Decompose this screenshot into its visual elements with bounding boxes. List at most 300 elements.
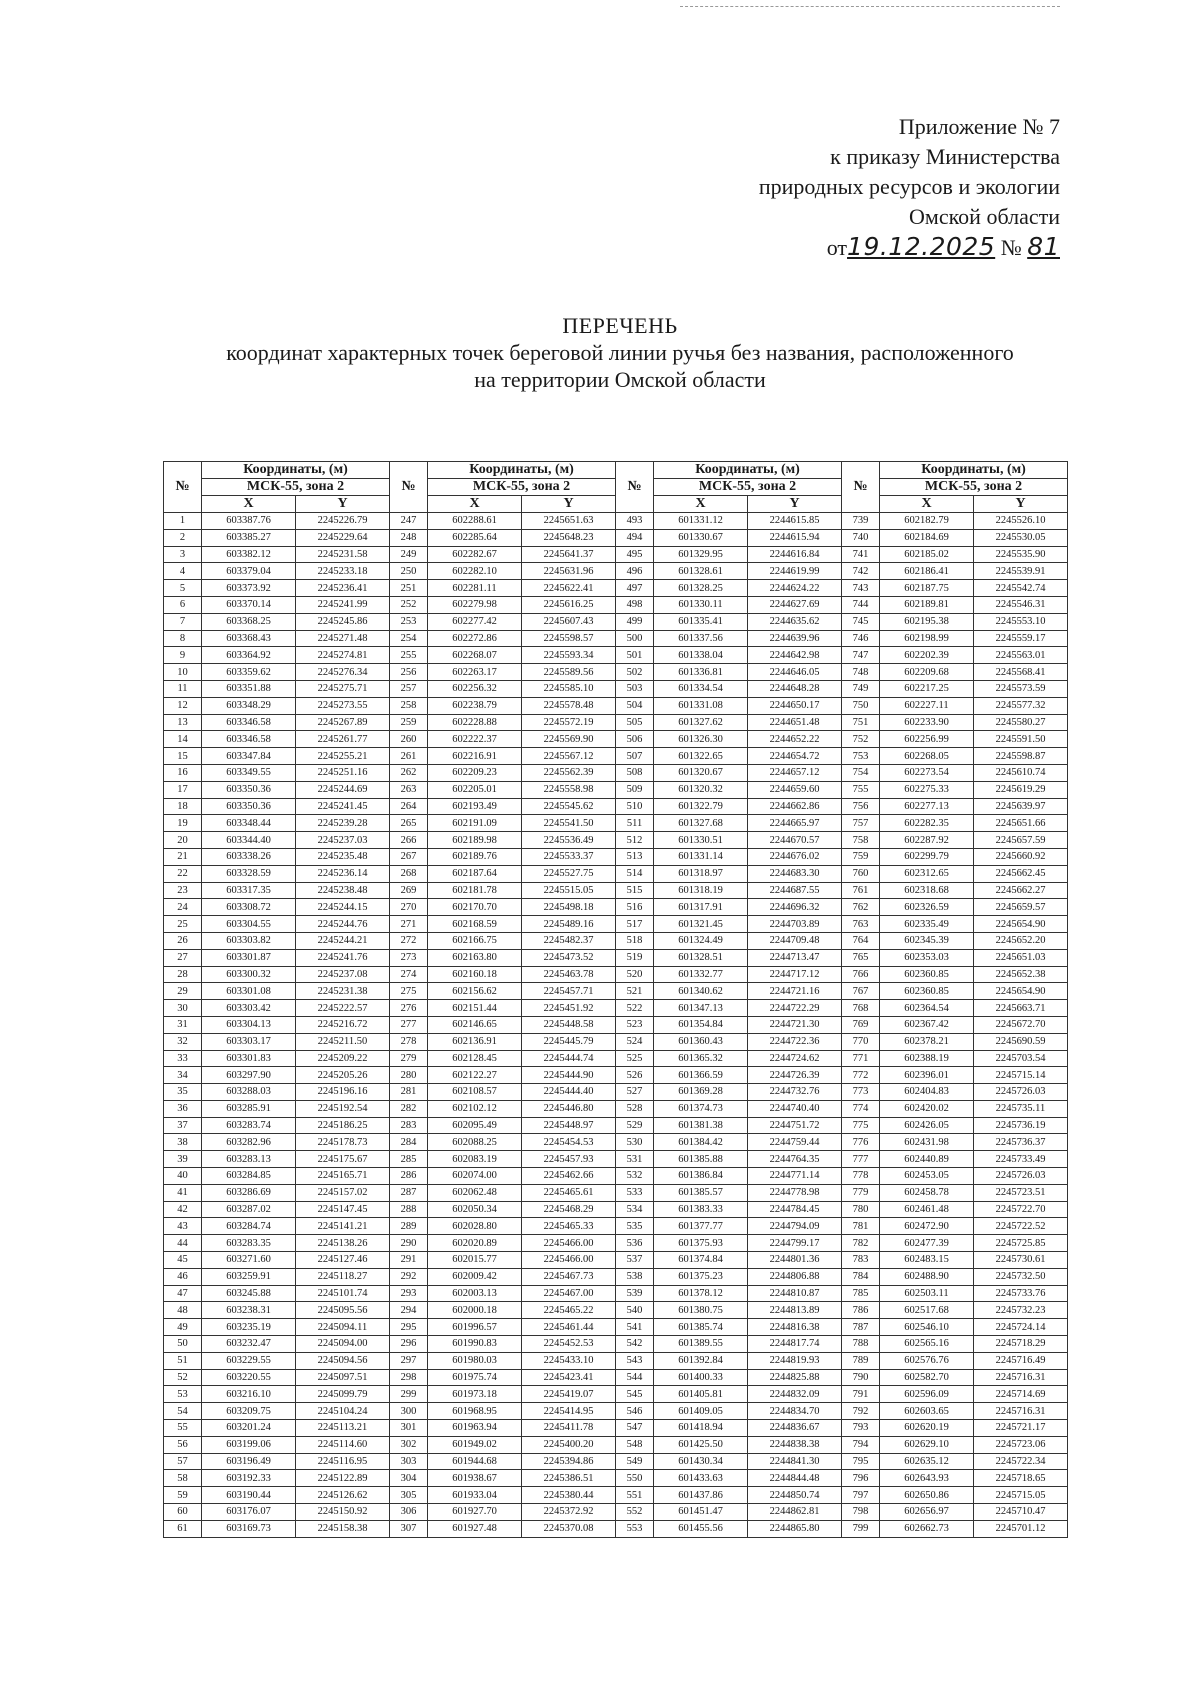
y-value: 2245444.90 <box>522 1067 616 1084</box>
x-value: 603300.32 <box>202 966 296 983</box>
point-number: 779 <box>842 1184 880 1201</box>
y-value: 2245274.81 <box>296 647 390 664</box>
y-value: 2245448.97 <box>522 1117 616 1134</box>
y-value: 2244627.69 <box>748 596 842 613</box>
point-number: 527 <box>616 1084 654 1101</box>
y-value: 2245724.14 <box>974 1319 1068 1336</box>
point-number: 511 <box>616 815 654 832</box>
table-row <box>164 932 1068 949</box>
x-value: 602003.13 <box>428 1285 522 1302</box>
y-value: 2245380.44 <box>522 1487 616 1504</box>
x-value: 603190.44 <box>202 1487 296 1504</box>
point-number: 538 <box>616 1268 654 1285</box>
y-value: 2244642.98 <box>748 647 842 664</box>
x-value: 603176.07 <box>202 1504 296 1521</box>
x-value: 602288.61 <box>428 513 522 530</box>
y-value: 2244817.74 <box>748 1336 842 1353</box>
point-number: 514 <box>616 865 654 882</box>
appendix-line-2: к приказу Министерства <box>830 144 1060 169</box>
x-value: 603283.74 <box>202 1117 296 1134</box>
table-row <box>164 1084 1068 1101</box>
x-value: 602189.98 <box>428 832 522 849</box>
x-value: 603209.75 <box>202 1403 296 1420</box>
point-number: 30 <box>164 1000 202 1017</box>
point-number: 268 <box>390 865 428 882</box>
x-value: 603169.73 <box>202 1520 296 1537</box>
y-value: 2245465.33 <box>522 1218 616 1235</box>
y-value: 2245231.58 <box>296 546 390 563</box>
point-number: 275 <box>390 983 428 1000</box>
x-value: 602503.11 <box>880 1285 974 1302</box>
y-value: 2244709.48 <box>748 932 842 949</box>
y-value: 2245467.73 <box>522 1268 616 1285</box>
y-value: 2245236.14 <box>296 865 390 882</box>
x-value: 603351.88 <box>202 680 296 697</box>
y-value: 2245138.26 <box>296 1235 390 1252</box>
point-number: 13 <box>164 714 202 731</box>
point-number: 37 <box>164 1117 202 1134</box>
scan-edge-line <box>680 6 1060 7</box>
y-value: 2245473.52 <box>522 949 616 966</box>
y-value: 2245158.38 <box>296 1520 390 1537</box>
x-value: 603304.55 <box>202 916 296 933</box>
y-value: 2245662.27 <box>974 882 1068 899</box>
x-value: 602151.44 <box>428 1000 522 1017</box>
y-value: 2245535.90 <box>974 546 1068 563</box>
point-number: 531 <box>616 1151 654 1168</box>
point-number: 265 <box>390 815 428 832</box>
y-value: 2244726.39 <box>748 1067 842 1084</box>
point-number: 292 <box>390 1268 428 1285</box>
point-number: 254 <box>390 630 428 647</box>
x-value: 602062.48 <box>428 1184 522 1201</box>
x-value: 602050.34 <box>428 1201 522 1218</box>
table-row <box>164 596 1068 613</box>
y-value: 2245607.43 <box>522 613 616 630</box>
y-value: 2245715.14 <box>974 1067 1068 1084</box>
x-value: 602136.91 <box>428 1033 522 1050</box>
x-value: 601347.13 <box>654 1000 748 1017</box>
point-number: 27 <box>164 949 202 966</box>
x-value: 602015.77 <box>428 1252 522 1269</box>
x-value: 603235.19 <box>202 1319 296 1336</box>
x-value: 601385.57 <box>654 1184 748 1201</box>
point-number: 289 <box>390 1218 428 1235</box>
x-value: 602275.33 <box>880 781 974 798</box>
number-label: № <box>1000 235 1022 260</box>
x-value: 602576.76 <box>880 1352 974 1369</box>
point-number: 35 <box>164 1084 202 1101</box>
x-value: 603238.31 <box>202 1302 296 1319</box>
point-number: 799 <box>842 1520 880 1537</box>
x-value: 601321.45 <box>654 916 748 933</box>
table-row <box>164 949 1068 966</box>
point-number: 553 <box>616 1520 654 1537</box>
point-number: 541 <box>616 1319 654 1336</box>
point-number: 787 <box>842 1319 880 1336</box>
point-number: 267 <box>390 848 428 865</box>
x-value: 602312.65 <box>880 865 974 882</box>
table-row <box>164 781 1068 798</box>
y-value: 2245526.10 <box>974 513 1068 530</box>
y-value: 2245237.03 <box>296 832 390 849</box>
point-number: 501 <box>616 647 654 664</box>
y-value: 2245572.19 <box>522 714 616 731</box>
y-value: 2245732.50 <box>974 1268 1068 1285</box>
x-value: 602488.90 <box>880 1268 974 1285</box>
y-value: 2245718.29 <box>974 1336 1068 1353</box>
table-row <box>164 1151 1068 1168</box>
point-number: 38 <box>164 1134 202 1151</box>
y-value: 2245660.92 <box>974 848 1068 865</box>
x-value: 601365.32 <box>654 1050 748 1067</box>
point-number: 282 <box>390 1100 428 1117</box>
x-value: 602088.25 <box>428 1134 522 1151</box>
y-value: 2245619.29 <box>974 781 1068 798</box>
system-header: МСК-55, зона 2 <box>880 479 1068 496</box>
point-number: 528 <box>616 1100 654 1117</box>
x-header: X <box>880 496 974 513</box>
point-number: 783 <box>842 1252 880 1269</box>
point-number: 300 <box>390 1403 428 1420</box>
point-number: 12 <box>164 697 202 714</box>
x-value: 603301.83 <box>202 1050 296 1067</box>
table-row <box>164 899 1068 916</box>
point-number: 303 <box>390 1453 428 1470</box>
x-value: 603348.29 <box>202 697 296 714</box>
point-number: 768 <box>842 1000 880 1017</box>
x-value: 602582.70 <box>880 1369 974 1386</box>
point-number: 533 <box>616 1184 654 1201</box>
y-value: 2245631.96 <box>522 563 616 580</box>
coord-header: Координаты, (м) <box>654 462 842 479</box>
y-value: 2245244.76 <box>296 916 390 933</box>
y-value: 2245251.16 <box>296 764 390 781</box>
point-number: 297 <box>390 1352 428 1369</box>
x-value: 602483.15 <box>880 1252 974 1269</box>
x-value: 601328.25 <box>654 580 748 597</box>
y-value: 2244799.17 <box>748 1235 842 1252</box>
y-value: 2245726.03 <box>974 1084 1068 1101</box>
point-number: 269 <box>390 882 428 899</box>
point-number: 791 <box>842 1386 880 1403</box>
x-value: 603232.47 <box>202 1336 296 1353</box>
y-value: 2245271.48 <box>296 630 390 647</box>
point-number: 770 <box>842 1033 880 1050</box>
x-value: 603303.82 <box>202 932 296 949</box>
table-row <box>164 680 1068 697</box>
point-number: 264 <box>390 798 428 815</box>
point-number: 54 <box>164 1403 202 1420</box>
x-value: 601360.43 <box>654 1033 748 1050</box>
x-value: 602181.78 <box>428 882 522 899</box>
point-number: 525 <box>616 1050 654 1067</box>
y-value: 2245722.52 <box>974 1218 1068 1235</box>
point-number: 753 <box>842 748 880 765</box>
x-value: 602217.25 <box>880 680 974 697</box>
x-value: 601322.65 <box>654 748 748 765</box>
x-value: 602318.68 <box>880 882 974 899</box>
y-value: 2244778.98 <box>748 1184 842 1201</box>
point-number: 259 <box>390 714 428 731</box>
y-header: Y <box>522 496 616 513</box>
x-value: 601326.30 <box>654 731 748 748</box>
y-value: 2245733.76 <box>974 1285 1068 1302</box>
point-number: 537 <box>616 1252 654 1269</box>
point-number: 742 <box>842 563 880 580</box>
x-value: 602170.70 <box>428 899 522 916</box>
y-value: 2244654.72 <box>748 748 842 765</box>
y-value: 2244732.76 <box>748 1084 842 1101</box>
point-number: 540 <box>616 1302 654 1319</box>
x-value: 601389.55 <box>654 1336 748 1353</box>
point-number: 20 <box>164 832 202 849</box>
order-number: 81 <box>1027 232 1060 261</box>
point-number: 519 <box>616 949 654 966</box>
y-value: 2244659.60 <box>748 781 842 798</box>
point-number: 49 <box>164 1319 202 1336</box>
system-header: МСК-55, зона 2 <box>202 479 390 496</box>
point-number: 515 <box>616 882 654 899</box>
y-value: 2245239.28 <box>296 815 390 832</box>
y-value: 2245654.90 <box>974 916 1068 933</box>
x-value: 602168.59 <box>428 916 522 933</box>
x-value: 603350.36 <box>202 781 296 798</box>
y-value: 2245578.48 <box>522 697 616 714</box>
point-number: 517 <box>616 916 654 933</box>
y-value: 2245444.40 <box>522 1084 616 1101</box>
x-value: 603229.55 <box>202 1352 296 1369</box>
y-value: 2245235.48 <box>296 848 390 865</box>
point-number: 285 <box>390 1151 428 1168</box>
table-row <box>164 1504 1068 1521</box>
x-value: 602282.10 <box>428 563 522 580</box>
x-value: 602263.17 <box>428 664 522 681</box>
x-value: 603286.69 <box>202 1184 296 1201</box>
y-value: 2245546.31 <box>974 596 1068 613</box>
x-value: 602635.12 <box>880 1453 974 1470</box>
y-value: 2245094.56 <box>296 1352 390 1369</box>
x-value: 601331.08 <box>654 697 748 714</box>
x-value: 602205.01 <box>428 781 522 798</box>
y-value: 2245663.71 <box>974 1000 1068 1017</box>
y-value: 2245736.19 <box>974 1117 1068 1134</box>
x-value: 603328.59 <box>202 865 296 882</box>
x-value: 601963.94 <box>428 1420 522 1437</box>
point-number: 266 <box>390 832 428 849</box>
point-number: 765 <box>842 949 880 966</box>
x-value: 603216.10 <box>202 1386 296 1403</box>
x-value: 601375.93 <box>654 1235 748 1252</box>
y-value: 2244806.88 <box>748 1268 842 1285</box>
point-number: 510 <box>616 798 654 815</box>
y-value: 2245244.21 <box>296 932 390 949</box>
y-value: 2245275.71 <box>296 680 390 697</box>
point-number: 50 <box>164 1336 202 1353</box>
y-value: 2245222.57 <box>296 1000 390 1017</box>
y-value: 2245539.91 <box>974 563 1068 580</box>
table-row <box>164 1436 1068 1453</box>
x-value: 603317.35 <box>202 882 296 899</box>
x-value: 601330.67 <box>654 529 748 546</box>
y-value: 2245411.78 <box>522 1420 616 1437</box>
point-number: 500 <box>616 630 654 647</box>
y-value: 2244764.35 <box>748 1151 842 1168</box>
title-line-2: на территории Омской области <box>474 367 766 392</box>
y-value: 2245598.87 <box>974 748 1068 765</box>
x-value: 601451.47 <box>654 1504 748 1521</box>
x-value: 603368.25 <box>202 613 296 630</box>
y-value: 2245598.57 <box>522 630 616 647</box>
y-value: 2245714.69 <box>974 1386 1068 1403</box>
x-value: 603387.76 <box>202 513 296 530</box>
point-number: 780 <box>842 1201 880 1218</box>
x-value: 603364.92 <box>202 647 296 664</box>
table-row <box>164 1520 1068 1537</box>
point-number: 539 <box>616 1285 654 1302</box>
y-value: 2244832.09 <box>748 1386 842 1403</box>
y-value: 2245244.69 <box>296 781 390 798</box>
point-number: 271 <box>390 916 428 933</box>
point-number: 512 <box>616 832 654 849</box>
x-header: X <box>202 496 296 513</box>
y-value: 2245276.34 <box>296 664 390 681</box>
y-value: 2244696.32 <box>748 899 842 916</box>
table-row <box>164 882 1068 899</box>
table-row <box>164 1235 1068 1252</box>
x-value: 601330.51 <box>654 832 748 849</box>
title-line-1: координат характерных точек береговой линии ручья без названия, расположенного <box>226 340 1014 365</box>
y-value: 2245433.10 <box>522 1352 616 1369</box>
x-value: 603338.26 <box>202 848 296 865</box>
x-value: 602268.07 <box>428 647 522 664</box>
y-value: 2245211.50 <box>296 1033 390 1050</box>
y-value: 2244670.57 <box>748 832 842 849</box>
point-number: 522 <box>616 1000 654 1017</box>
y-value: 2245452.53 <box>522 1336 616 1353</box>
y-value: 2245118.27 <box>296 1268 390 1285</box>
y-value: 2244639.96 <box>748 630 842 647</box>
y-value: 2245113.21 <box>296 1420 390 1437</box>
x-value: 601328.51 <box>654 949 748 966</box>
x-value: 601318.19 <box>654 882 748 899</box>
x-value: 603284.74 <box>202 1218 296 1235</box>
point-number: 11 <box>164 680 202 697</box>
table-row <box>164 1252 1068 1269</box>
point-number: 755 <box>842 781 880 798</box>
point-number: 534 <box>616 1201 654 1218</box>
point-number: 3 <box>164 546 202 563</box>
y-value: 2245122.89 <box>296 1470 390 1487</box>
x-value: 602388.19 <box>880 1050 974 1067</box>
x-value: 602565.16 <box>880 1336 974 1353</box>
table-row <box>164 916 1068 933</box>
point-number: 796 <box>842 1470 880 1487</box>
y-value: 2245541.50 <box>522 815 616 832</box>
y-value: 2244841.30 <box>748 1453 842 1470</box>
point-number: 276 <box>390 1000 428 1017</box>
y-value: 2245457.93 <box>522 1151 616 1168</box>
order-line <box>759 232 1060 263</box>
x-value: 601933.04 <box>428 1487 522 1504</box>
point-number: 290 <box>390 1235 428 1252</box>
x-value: 603385.27 <box>202 529 296 546</box>
y-value: 2245196.16 <box>296 1084 390 1101</box>
num-header: № <box>616 462 654 513</box>
x-value: 601381.38 <box>654 1117 748 1134</box>
point-number: 294 <box>390 1302 428 1319</box>
y-value: 2244662.86 <box>748 798 842 815</box>
coord-header: Координаты, (м) <box>880 462 1068 479</box>
point-number: 250 <box>390 563 428 580</box>
point-number: 530 <box>616 1134 654 1151</box>
table-row <box>164 1117 1068 1134</box>
x-value: 602596.09 <box>880 1386 974 1403</box>
point-number: 56 <box>164 1436 202 1453</box>
x-value: 602360.85 <box>880 983 974 1000</box>
point-number: 771 <box>842 1050 880 1067</box>
point-number: 33 <box>164 1050 202 1067</box>
point-number: 495 <box>616 546 654 563</box>
point-number: 550 <box>616 1470 654 1487</box>
point-number: 295 <box>390 1319 428 1336</box>
y-value: 2245616.25 <box>522 596 616 613</box>
y-value: 2245244.15 <box>296 899 390 916</box>
y-value: 2244650.17 <box>748 697 842 714</box>
x-value: 601340.62 <box>654 983 748 1000</box>
y-value: 2245622.41 <box>522 580 616 597</box>
x-value: 601383.33 <box>654 1201 748 1218</box>
point-number: 7 <box>164 613 202 630</box>
y-value: 2245591.50 <box>974 731 1068 748</box>
y-value: 2245226.79 <box>296 513 390 530</box>
point-number: 256 <box>390 664 428 681</box>
y-value: 2245654.90 <box>974 983 1068 1000</box>
y-value: 2245238.48 <box>296 882 390 899</box>
y-value: 2245273.55 <box>296 697 390 714</box>
x-value: 603297.90 <box>202 1067 296 1084</box>
point-number: 301 <box>390 1420 428 1437</box>
table-row <box>164 966 1068 983</box>
point-number: 513 <box>616 848 654 865</box>
x-value: 601400.33 <box>654 1369 748 1386</box>
y-value: 2245099.79 <box>296 1386 390 1403</box>
y-value: 2245568.41 <box>974 664 1068 681</box>
x-value: 602287.92 <box>880 832 974 849</box>
point-number: 744 <box>842 596 880 613</box>
point-number: 552 <box>616 1504 654 1521</box>
point-number: 497 <box>616 580 654 597</box>
table-row <box>164 748 1068 765</box>
point-number: 307 <box>390 1520 428 1537</box>
y-header: Y <box>296 496 390 513</box>
point-number: 296 <box>390 1336 428 1353</box>
y-value: 2244801.36 <box>748 1252 842 1269</box>
y-value: 2245722.34 <box>974 1453 1068 1470</box>
point-number: 506 <box>616 731 654 748</box>
y-value: 2245721.17 <box>974 1420 1068 1437</box>
point-number: 786 <box>842 1302 880 1319</box>
x-header: X <box>654 496 748 513</box>
table-row <box>164 1268 1068 1285</box>
y-value: 2245515.05 <box>522 882 616 899</box>
x-value: 602299.79 <box>880 848 974 865</box>
y-value: 2244717.12 <box>748 966 842 983</box>
x-value: 603347.84 <box>202 748 296 765</box>
point-number: 293 <box>390 1285 428 1302</box>
point-number: 299 <box>390 1386 428 1403</box>
x-value: 601327.68 <box>654 815 748 832</box>
